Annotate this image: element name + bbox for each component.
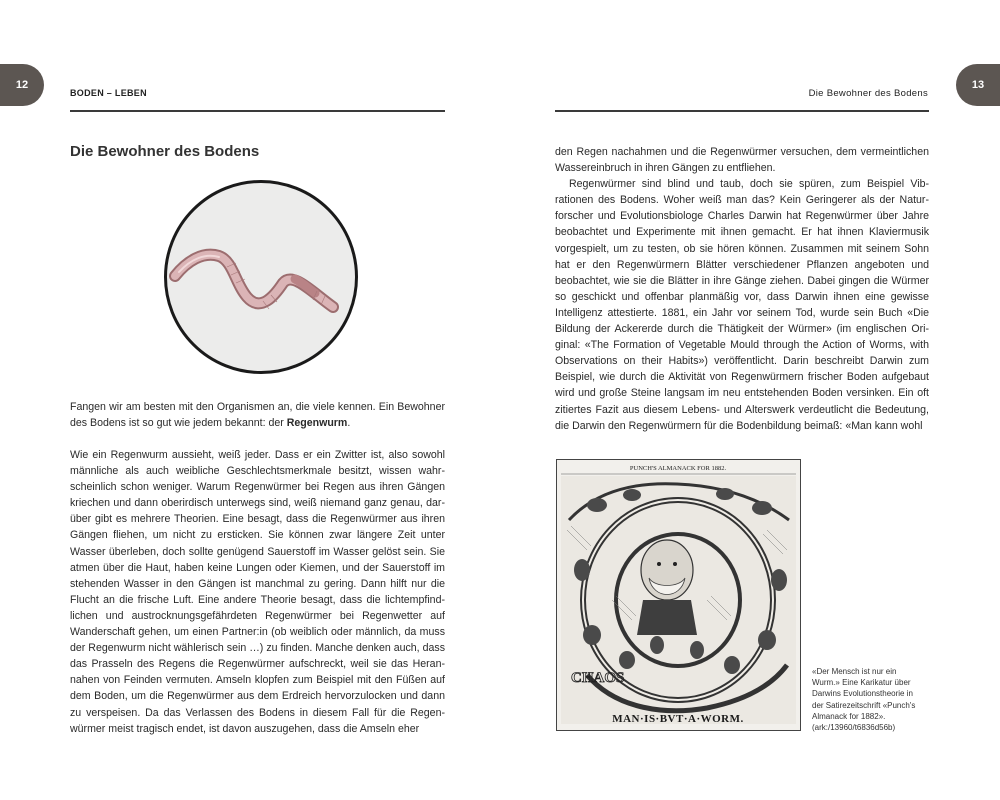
intro-paragraph (70, 399, 445, 431)
paragraph-darwin: Regenwürmer sind blind und taub, doch sie spüren, zum Beispiel Vibrationen des Bodens. Woher weiß man das? Kein Geringerer als der Naturforscher und Evolutionsbiologe Charles Darwin hat Regenwürmer über Jahre beobachtet und Experimente mit ihnen gemacht. Er hat ihnen Klaviermusik vorgespielt, um zu testen, ob sie hören können. Zusammen mit seinem Sohn hat er den Regenwürmern Blätter verschiedener Pflanzen angeboten und beobachtet, wie sie die Blätter in ihre Gänge ziehen. Dabei gingen die Würmer so geschickt und offenbar planmäßig vor, dass Darwin ihnen eine gewisse Intelligenz attestierte. 1881, ein Jahr vor seinem Tod, wurde sein Buch «Die Bildung der Ackererde durch die Thätigkeit der Würmer» (im englischen Original: «The Formation of Vegetable Mould through the Action of Worms, with Observations on their Habits») veröffentlicht. Darin beschreibt Darwin zum Beispiel, wie durch die Aktivität von Regenwürmern frischer Boden aufgebaut wird und große Steine langsam im neu entstehenden Boden versinken. Ein oft zitiertes Fazit aus diesem Lebens- und Alterswerk verdeutlicht die Bedeutung, die Darwin den Regenwürmern für die Bodenbildung beimaß: «Man kann wohl (555, 178, 929, 432)
paragraph-continued: den Regen nachahmen und die Regenwürmer versuchen, dem vermeintlichen Wassereinbruch in ihren Gängen zu entfliehen. (555, 146, 929, 175)
running-head-right: Die Bewohner des Bodens (808, 88, 928, 99)
caption-line: (ark:/13960/t6836d56b) (812, 723, 896, 733)
body-paragraph-left (70, 447, 445, 737)
header-rule-right (555, 110, 929, 112)
punch-cartoon (556, 459, 801, 731)
caption-line: Wurm.» Eine Karikatur über (812, 678, 911, 688)
cartoon-motto: MAN·IS·BVT·A·WORM. (612, 713, 744, 725)
earthworm-illustration (164, 180, 358, 374)
page-number-right: 13 (956, 64, 1000, 106)
page-number-left: 12 (0, 64, 44, 106)
cartoon-header: PUNCH'S ALMANACK FOR 1882. (629, 465, 727, 472)
cartoon-chaos: CHAOS (571, 670, 625, 686)
cartoon-caption (812, 666, 934, 733)
running-head-left: BODEN – LEBEN (70, 88, 147, 98)
body-column-right (555, 144, 929, 434)
caption-line: «Der Mensch ist nur ein (812, 667, 897, 676)
header-rule-left (70, 110, 445, 112)
caption-line: Almanack for 1882». (812, 711, 886, 721)
caption-line: der Satirezeitschrift «Punch's (812, 700, 916, 710)
body-text-left: Wie ein Regenwurm aussieht, weiß jeder. Dass er ein Zwitter ist, also sowohl männliche als auch weibliche Geschlechtsmerkmale besitzt, wissen wahrscheinlich schon weniger. Warum Regenwürmer bei Regen aus ihren Gängen kriechen und dann oberirdisch unterwegs sind, weiß niemand ganz genau, darüber gibt es mehrere Theorien. Eine besagt, dass die Regenwürmer aus ihren Gängen fliehen, um nicht zu ersticken. Sie können zwar längere Zeit unter Wasser überleben, doch sollte genügend Sauerstoff im Wasser gelöst sein. Sie atmen über die Haut, haben keine Lungen oder Kiemen, und der Sauerstoff im stehenden Wasser in den Gängen ist manchmal zu gering. Dann hilft nur die Flucht an die frische Luft. Eine andere Theorie besagt, dass die lichtempfindlichen und austrocknungsgefährdeten Regenwürmer bei Regenwetter auf Wanderschaft gehen, um einen Partner:in (ob weiblich oder männlich, da muss der Regenwurm nicht wählerisch sein …) zu finden. Manche denken auch, dass das Prasseln des Regens die Regenwürmer aufschreckt, weil sie das Herannahen von Feinden vermuten. Amseln klopfen zum Beispiel mit den Füßen auf dem Boden, um die Regenwürmer aus dem Erdreich hervorzulocken und dann zu verspeisen. Da das Verlassen des Bodens in diesem Fall für die Regenwürmer meist tragisch endet, ist davon auszugehen, dass die Amseln eher (70, 449, 445, 735)
intro-end: . (347, 417, 351, 430)
intro-text: Fangen wir am besten mit den Organismen an, die viele kennen. Ein Bewohner des Bodens ist so gut wie jedem bekannt: der (70, 401, 445, 430)
intro-keyword: Regenwurm (286, 417, 348, 430)
chapter-title: Die Bewohner des Bodens (70, 143, 260, 160)
caption-line: Darwins Evolutionstheorie in (812, 689, 913, 699)
